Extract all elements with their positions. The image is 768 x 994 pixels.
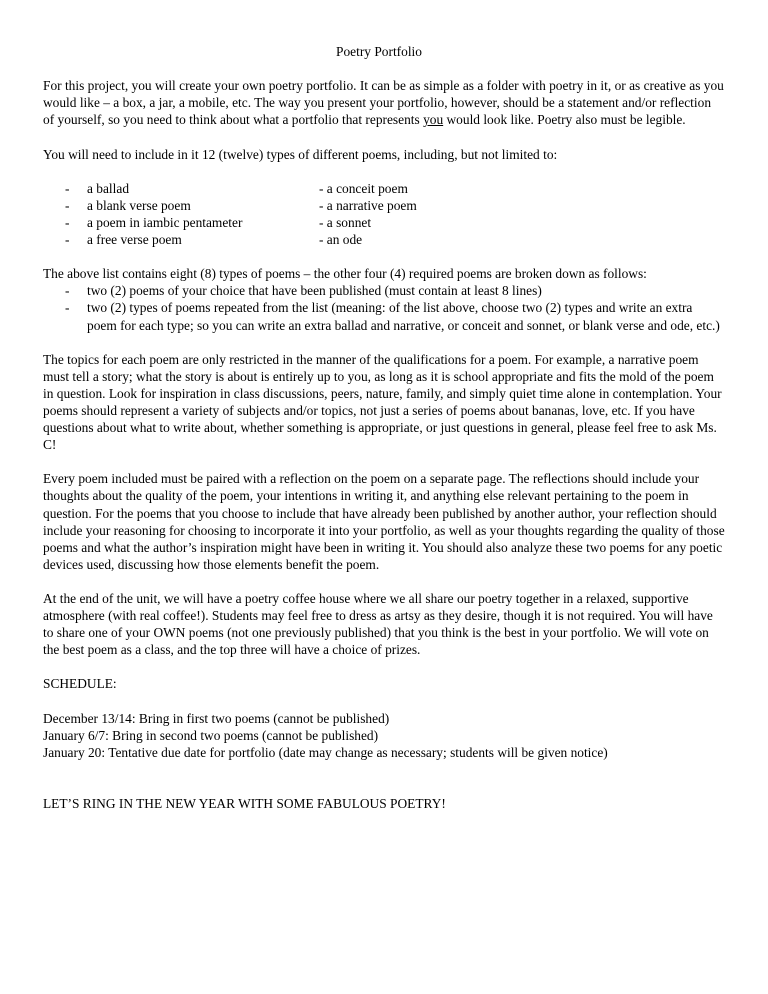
poem-type-right: - a sonnet	[319, 214, 372, 230]
breakdown-lead: The above list contains eight (8) types of poems – the other four (4) required poems are broken down as follows:	[43, 266, 647, 282]
spacer	[43, 658, 725, 675]
schedule-line: January 20: Tentative due date for portfolio (date may change as necessary; students will be given notice)	[43, 744, 608, 760]
poem-type-left: a blank verse poem	[87, 197, 191, 213]
poem-type-left: a ballad	[87, 180, 130, 196]
intro-emphasis-you: you	[423, 112, 444, 128]
schedule-line: January 6/7: Bring in second two poems (cannot be published)	[43, 727, 379, 743]
spacer	[43, 778, 725, 795]
poem-type-right: - a narrative poem	[319, 197, 417, 213]
reflection-paragraph: Every poem included must be paired with a reflection on the poem on a separate page. The reflections should include your thoughts about the quality of the poem, your intentions in writing it, and anything else relevant pertaining to the poem in question. For the poems that you choose to include that have already been published by another author, your reflection should include your reasoning for choosing to incorporate it into your portfolio, as well as your thoughts regarding the quality of those poems and what the author’s inspiration might have been in writing it. You should also analyze these two poems for any poetic devices used, discussing how those elements benefit the poem.	[43, 471, 725, 572]
document-body	[43, 43, 725, 812]
topics-paragraph: The topics for each poem are only restricted in the manner of the qualifications for a poem. For example, a narrative poem must tell a story; what the story is about is entirely up to you, as long as it is school appropriate and fits the mold of the poem in question. Look for inspiration in class discussions, peers, nature, family, and simply quiet time alone in contemplation. Your poems should represent a variety of subjects and/or topics, not just a series of poems about bananas, love, etc. If you have questions about what to write about, whether something is appropriate, or just questions in general, please feel free to ask Ms. C!	[43, 351, 722, 453]
requirement-lead: You will need to include in it 12 (twelve) types of different poems, including, but not limited to:	[43, 146, 558, 162]
spacer	[43, 334, 725, 351]
coffee-house-paragraph: At the end of the unit, we will have a poetry coffee house where we all share our poetry together in a relaxed, supportive atmosphere (with real coffee!). Students may feel free to dress as artsy as they desire, though it is not required. You will have to share one of your OWN poems (not one previously published) that you think is the best in your portfolio. We will vote on the best poem as a class, and the top three will have a choice of prizes.	[43, 591, 713, 658]
spacer	[43, 128, 725, 145]
spacer	[43, 693, 725, 710]
list-item	[43, 180, 725, 197]
spacer	[43, 248, 725, 265]
poem-type-right: - a conceit poem	[319, 180, 408, 196]
list-item	[43, 214, 725, 231]
intro-text-tail: would look like. Poetry also must be legible.	[443, 112, 686, 128]
spacer	[43, 453, 725, 470]
bullet-dash-icon: -	[65, 232, 70, 248]
list-item	[43, 197, 725, 214]
bullet-dash-icon: -	[65, 180, 70, 196]
spacer	[43, 573, 725, 590]
poem-types-list	[43, 180, 725, 248]
breakdown-list	[43, 282, 725, 333]
list-item	[43, 231, 725, 248]
bullet-dash-icon: -	[65, 300, 70, 316]
spacer	[43, 163, 725, 180]
bullet-dash-icon: -	[65, 214, 70, 230]
poem-type-right: - an ode	[319, 232, 363, 248]
intro-paragraph	[43, 77, 725, 128]
closing-line: LET’S RING IN THE NEW YEAR WITH SOME FABULOUS POETRY!	[43, 796, 446, 812]
spacer	[43, 60, 725, 77]
breakdown-item-text: two (2) types of poems repeated from the list (meaning: of the list above, choose two (2) types and write an extra poem for each type; so you can write an extra ballad and narrative, or conceit and sonnet, or blank verse and ode, etc.)	[87, 300, 720, 333]
list-item	[43, 299, 725, 333]
poem-type-left: a free verse poem	[87, 232, 182, 248]
list-item	[43, 282, 725, 299]
bullet-dash-icon: -	[65, 197, 70, 213]
breakdown-item-text: two (2) poems of your choice that have been published (must contain at least 8 lines)	[87, 283, 542, 299]
poem-type-left: a poem in iambic pentameter	[87, 214, 243, 230]
intro-text-lead: For this project, you will create your own poetry portfolio. It can be as simple as a folder with poetry in it, or as creative as you would like – a box, a jar, a mobile, etc. The way you present your portfolio, however, should be a statement and/or reflection of yourself, so you need to think about what a portfolio that represents	[43, 78, 724, 128]
schedule-line: December 13/14: Bring in first two poems (cannot be published)	[43, 710, 390, 726]
page-title: Poetry Portfolio	[336, 44, 422, 59]
spacer	[43, 761, 725, 778]
bullet-dash-icon: -	[65, 283, 70, 299]
schedule-heading: SCHEDULE:	[43, 676, 117, 692]
